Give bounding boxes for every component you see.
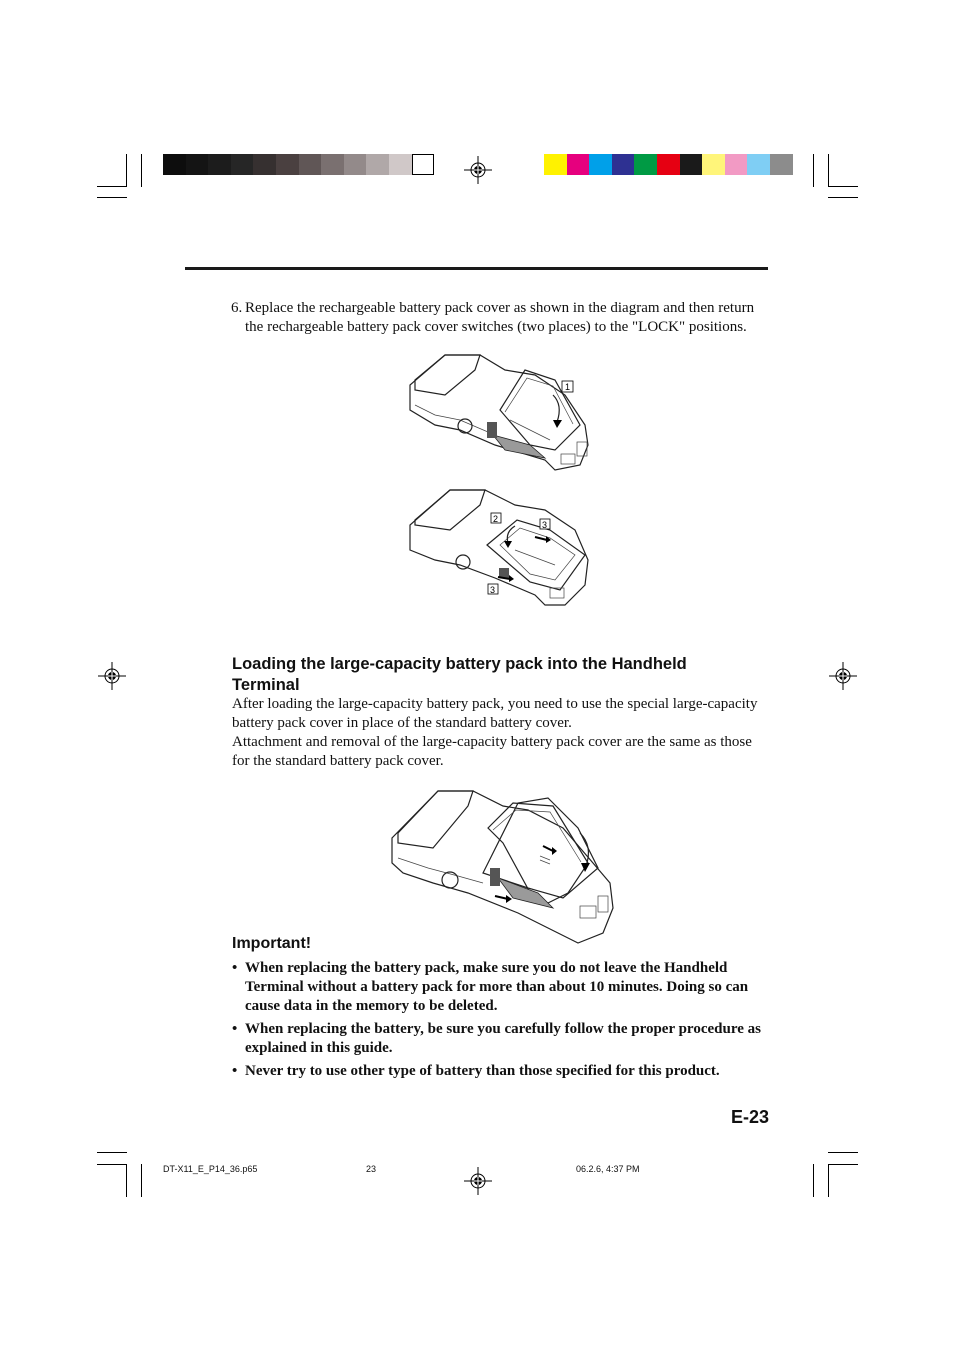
bullet: • <box>232 1021 238 1037</box>
list-item <box>232 1062 772 1081</box>
color-swatch <box>321 154 344 175</box>
section-paragraph-2: Attachment and removal of the large-capacity battery pack cover are the same as those for the standard battery pack cover. <box>232 734 752 769</box>
color-swatch <box>186 154 209 175</box>
color-swatch <box>634 154 657 175</box>
important-heading: Important! <box>232 935 312 952</box>
callout-3a: 3 <box>542 520 548 530</box>
color-swatch <box>299 154 322 175</box>
footer-page: 23 <box>366 1164 377 1174</box>
registration-target-icon <box>464 1167 492 1195</box>
step-6 <box>231 299 771 337</box>
list-item <box>232 959 772 1016</box>
color-swatch <box>253 154 276 175</box>
color-swatch <box>589 154 612 175</box>
registration-target-icon <box>98 662 126 690</box>
important-list <box>232 959 772 1085</box>
section-paragraph-1: After loading the large-capacity battery pack, you need to use the special large-capacity battery pack cover in place of the standard battery cover. <box>232 696 758 731</box>
color-swatch <box>612 154 635 175</box>
color-swatch <box>389 154 412 175</box>
registration-target-icon <box>464 156 492 184</box>
callout-2: 2 <box>493 514 499 524</box>
color-swatch <box>276 154 299 175</box>
color-swatch <box>567 154 590 175</box>
color-swatch <box>344 154 367 175</box>
footer-filename: DT-X11_E_P14_36.p65 <box>163 1164 258 1174</box>
list-item-text: When replacing the battery, be sure you carefully follow the proper procedure as explained in this guide. <box>245 1021 761 1056</box>
color-swatch <box>770 154 793 175</box>
color-swatch <box>366 154 389 175</box>
header-rule <box>185 267 768 270</box>
step-number: 6. <box>231 300 243 316</box>
bullet: • <box>232 1063 238 1079</box>
section-heading: Loading the large-capacity battery pack into the Handheld Terminal <box>232 655 687 694</box>
color-swatch <box>163 154 186 175</box>
list-item-text: When replacing the battery pack, make sure you do not leave the Handheld Terminal without a battery pack for more than about 10 minutes. Doing so can cause data in the memory to be deleted. <box>245 960 749 1014</box>
color-swatch <box>725 154 748 175</box>
step-text: Replace the rechargeable battery pack cover as shown in the diagram and then return the rechargeable battery pack cover switches (two places) to the "LOCK" positions. <box>245 300 755 335</box>
large-capacity-cover-illustration <box>388 788 616 948</box>
callout-3b: 3 <box>490 585 496 595</box>
color-swatch <box>702 154 725 175</box>
color-swatch <box>208 154 231 175</box>
callout-1: 1 <box>565 382 571 392</box>
color-swatch <box>747 154 770 175</box>
color-swatch <box>231 154 254 175</box>
color-swatch <box>412 154 435 175</box>
page-number: E-23 <box>731 1107 770 1127</box>
color-swatch <box>657 154 680 175</box>
color-swatch <box>680 154 703 175</box>
list-item <box>232 1020 772 1058</box>
footer-date: 06.2.6, 4:37 PM <box>576 1164 640 1174</box>
battery-cover-replace-illustration <box>405 350 605 615</box>
list-item-text: Never try to use other type of battery than those specified for this product. <box>245 1063 720 1079</box>
bullet: • <box>232 960 238 976</box>
registration-target-icon <box>829 662 857 690</box>
color-swatch <box>544 154 567 175</box>
